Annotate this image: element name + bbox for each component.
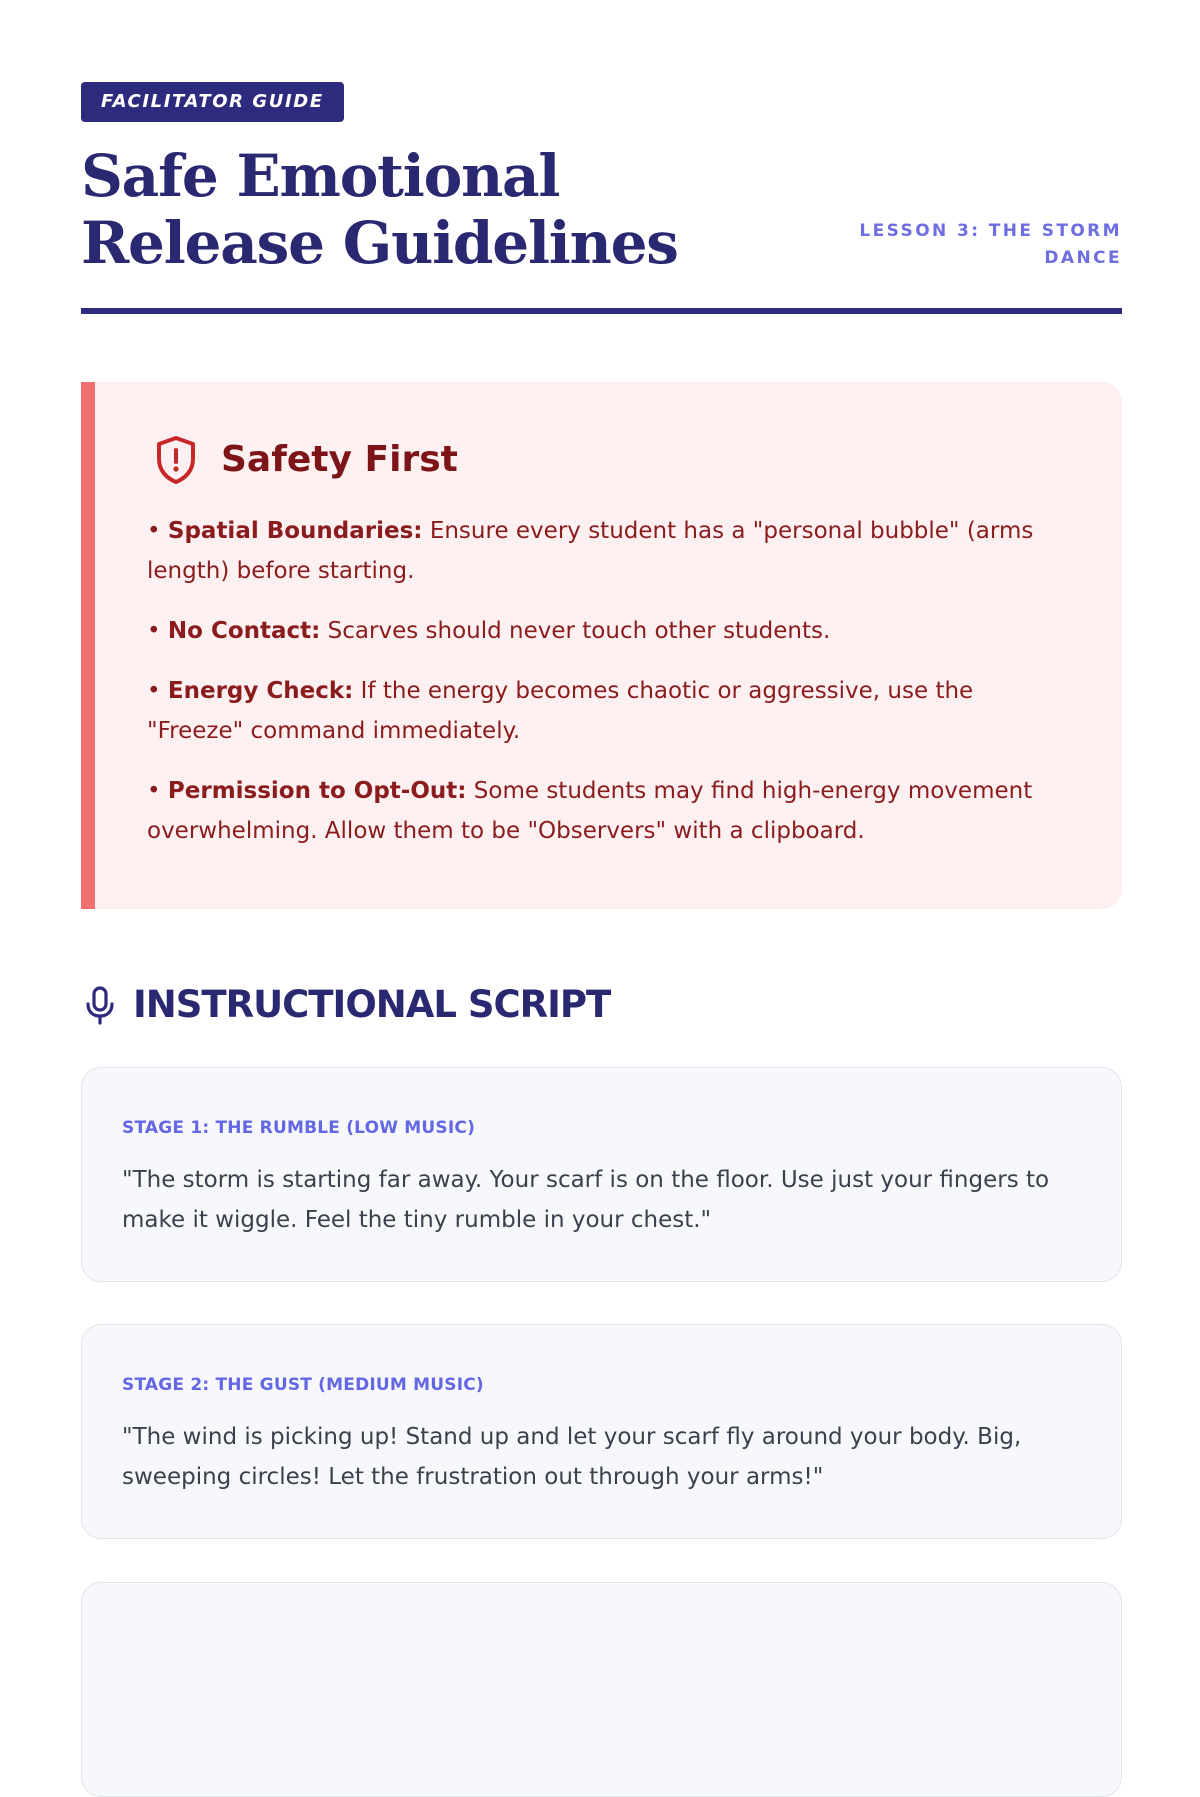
- safety-rule-text: If the energy becomes chaotic or aggressive, use the "Freeze" command immediately.: [147, 678, 974, 744]
- stage-card-2: [81, 1324, 1122, 1539]
- safety-first-panel: [81, 382, 1122, 909]
- safety-rule-text: Ensure every student has a "personal bubble" (arms length) before starting.: [147, 518, 1034, 584]
- safety-rule-no-contact: • No Contact: Scarves should never touch other students.: [147, 618, 831, 644]
- safety-rule-term: Energy Check:: [167, 678, 354, 704]
- instructional-script-header: [81, 982, 610, 1028]
- safety-rule-text: Scarves should never touch other students.: [320, 618, 831, 644]
- safety-rule-term: Spatial Boundaries:: [167, 518, 423, 544]
- safety-rule-text: Some students may find high-energy movement overwhelming. Allow them to be "Observers" with a clipboard.: [147, 778, 1033, 844]
- facilitator-guide-page: [81, 82, 1122, 1490]
- stage-label: STAGE 1: THE RUMBLE (LOW MUSIC): [122, 1118, 476, 1138]
- page-title: Safe Emotional Release Guidelines: [81, 142, 678, 277]
- stage-card-1: [81, 1067, 1122, 1282]
- stage-card-3-partial: [81, 1582, 1122, 1797]
- section-title: INSTRUCTIONAL SCRIPT: [133, 983, 611, 1026]
- shield-alert-icon: [153, 434, 199, 486]
- facilitator-guide-badge: FACILITATOR GUIDE: [81, 82, 344, 122]
- stage-label: STAGE 2: THE GUST (MEDIUM MUSIC): [122, 1375, 484, 1395]
- stage-quote: "The storm is starting far away. Your scarf is on the floor. Use just your fingers to make it wiggle. Feel the tiny rumble in your chest.": [122, 1167, 1050, 1233]
- page-header: [81, 143, 1122, 275]
- safety-rule-opt-out: • Permission to Opt-Out: Some students may find high-energy movement overwhelming. Allow them to be "Observers" with a clipboard.: [147, 778, 1033, 844]
- safety-rule-energy-check: • Energy Check: If the energy becomes chaotic or aggressive, use the "Freeze" command immediately.: [147, 678, 974, 744]
- safety-rule-term: No Contact:: [167, 618, 321, 644]
- safety-rules-list: [147, 511, 1062, 871]
- header-divider: [81, 308, 1122, 314]
- safety-rule-spatial-boundaries: • Spatial Boundaries: Ensure every student has a "personal bubble" (arms length) before starting.: [147, 518, 1034, 584]
- lesson-label: LESSON 3: THE STORM DANCE: [859, 221, 1122, 268]
- safety-rule-term: Permission to Opt-Out:: [167, 778, 467, 804]
- safety-title: Safety First: [221, 439, 458, 480]
- stage-quote: "The wind is picking up! Stand up and let your scarf fly around your body. Big, sweeping circles! Let the frustration out through your arms!": [122, 1424, 1022, 1490]
- safety-header: [153, 434, 458, 486]
- microphone-icon: [81, 985, 119, 1025]
